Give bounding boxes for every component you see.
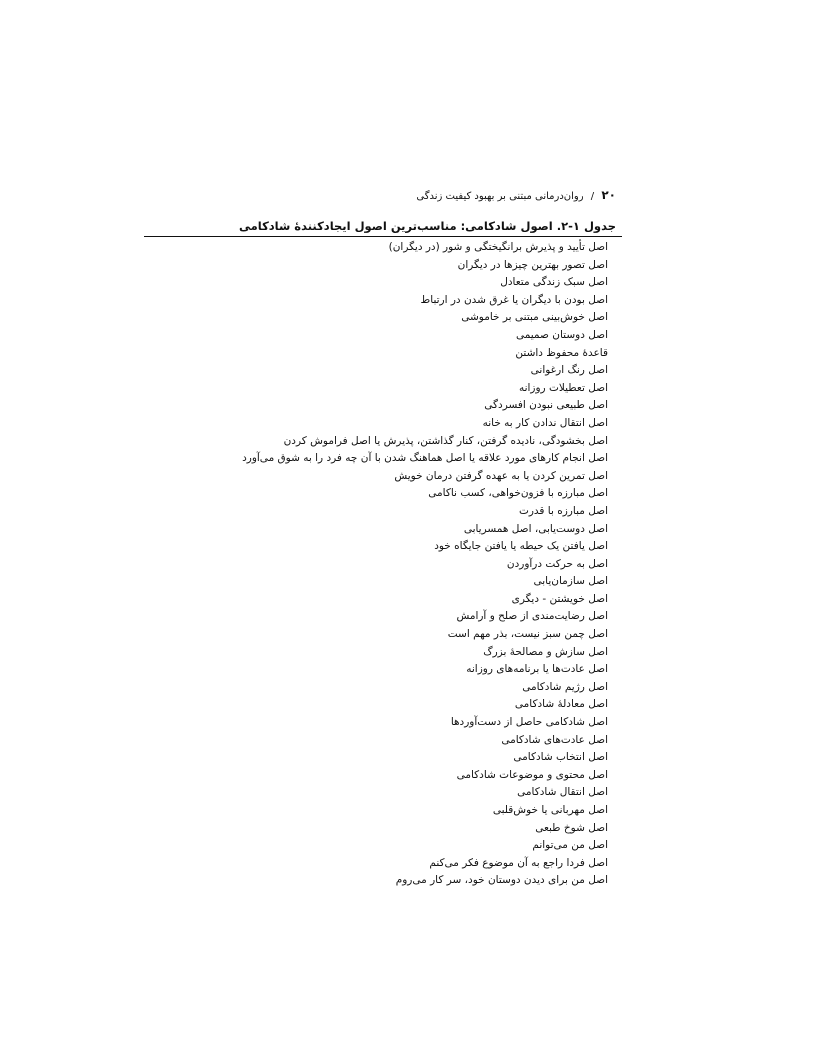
list-item: قاعدهٔ محفوظ داشتن xyxy=(515,346,608,359)
list-item: اصل رضایت‌مندی از صلح و آرامش xyxy=(456,610,608,623)
principles-list xyxy=(228,239,608,890)
list-item: اصل طبیعی نبودن افسردگی xyxy=(484,399,608,412)
list-item: اصل یافتن یک حیطه یا یافتن جایگاه خود xyxy=(434,540,608,553)
list-item: اصل انتقال ندادن کار به خانه xyxy=(482,416,608,429)
list-item: اصل بودن با دیگران یا غرق شدن در ارتباط xyxy=(420,293,608,306)
page-number: ۲۰ xyxy=(601,188,616,202)
list-item: اصل عادت‌های شادکامی xyxy=(501,733,608,746)
list-item: اصل مبارزه با قدرت xyxy=(518,504,608,517)
table-title-rule xyxy=(144,236,622,237)
list-item: اصل معادلهٔ شادکامی xyxy=(514,698,608,711)
list-item: اصل خوش‌بینی مبتنی بر خاموشی xyxy=(461,311,608,324)
list-item: اصل به حرکت درآوردن xyxy=(506,557,608,570)
list-item: اصل بخشودگی، نادیده گرفتن، کنار گذاشتن، پذیرش یا اصل فراموش کردن xyxy=(283,434,608,447)
list-item: اصل سازش و مصالحهٔ بزرگ xyxy=(483,645,608,658)
list-item: اصل تعطیلات روزانه xyxy=(518,381,608,394)
list-item: اصل رژیم شادکامی xyxy=(522,680,608,693)
list-item: اصل انتقال شادکامی xyxy=(517,786,608,799)
list-item: اصل انجام کارهای مورد علاقه یا اصل هماهنگ شدن با آن چه فرد را به شوق می‌آورد xyxy=(242,452,608,465)
list-item: اصل عادت‌ها یا برنامه‌های روزانه xyxy=(466,663,608,676)
list-item: اصل من برای دیدن دوستان خود، سر کار می‌روم xyxy=(395,874,608,887)
list-item: اصل شادکامی حاصل از دست‌آوردها xyxy=(450,716,608,729)
running-title: روان‌درمانی مبتنی بر بهبود کیفیت زندگی xyxy=(416,191,584,202)
list-item: اصل سبک زندگی متعادل xyxy=(500,276,608,289)
list-item: اصل محتوی و موضوعات شادکامی xyxy=(456,768,608,781)
list-item: اصل رنگ ارغوانی xyxy=(530,364,608,377)
list-item: اصل انتخاب شادکامی xyxy=(513,751,608,764)
list-item: اصل دوست‌یابی، اصل همسریابی xyxy=(463,522,608,535)
list-item: اصل خویشتن - دیگری xyxy=(511,592,608,605)
list-item: اصل مبارزه با فزون‌خواهی، کسب ناکامی xyxy=(428,487,608,500)
list-item: اصل تمرین کردن یا به عهده گرفتن درمان خویش xyxy=(394,469,608,482)
list-item: اصل تأیید و پذیرش برانگیختگی و شور (در دیگران) xyxy=(388,241,608,253)
table-title: جدول ۱-۲. اصول شادکامی: مناسب‌ترین اصول ایجادکنندهٔ شادکامی xyxy=(239,219,616,233)
list-item: اصل شوخ طبعی xyxy=(535,821,608,834)
list-item: اصل دوستان صمیمی xyxy=(515,328,608,341)
header-separator: / xyxy=(590,191,595,202)
list-item: اصل چمن سبز نیست، بذر مهم است xyxy=(447,628,608,641)
list-item: اصل سازمان‌یابی xyxy=(533,575,608,588)
list-item: اصل تصور بهترین چیزها در دیگران xyxy=(457,258,608,271)
list-item: اصل من می‌توانم xyxy=(532,839,608,852)
running-header xyxy=(416,188,616,204)
list-item: اصل فردا راجع به آن موضوع فکر می‌کنم xyxy=(429,856,608,869)
list-item: اصل مهربانی یا خوش‌قلبی xyxy=(492,804,608,816)
